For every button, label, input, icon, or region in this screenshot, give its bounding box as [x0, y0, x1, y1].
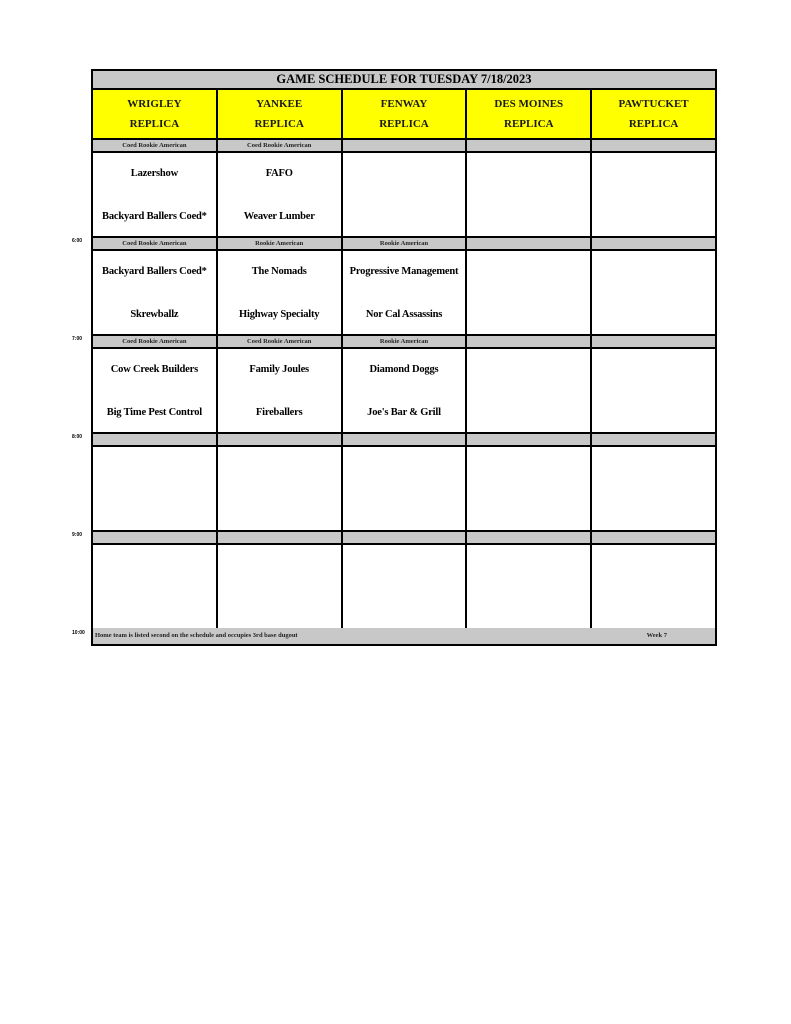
- division-label: [93, 532, 218, 543]
- game-cell: [343, 545, 468, 628]
- game-cell: [592, 545, 715, 628]
- game-cell: [467, 545, 592, 628]
- division-label: [343, 532, 468, 543]
- division-label: [467, 532, 592, 543]
- game-cell: [467, 251, 592, 334]
- division-label: Coed Rookie American: [218, 140, 343, 151]
- division-label: [343, 434, 468, 445]
- game-cell: [218, 545, 343, 628]
- schedule-sheet: [91, 69, 717, 646]
- week-label: Week 7: [646, 632, 667, 639]
- game-row: [93, 349, 715, 434]
- game-cell: [218, 251, 343, 334]
- game-row: [93, 545, 715, 630]
- division-row: [93, 532, 715, 545]
- away-team: Backyard Ballers Coed*: [102, 266, 207, 277]
- venue-header: [467, 90, 592, 138]
- venue-name: DES MOINES: [494, 98, 564, 110]
- home-team: Joe's Bar & Grill: [367, 407, 441, 418]
- home-team: Nor Cal Assassins: [365, 309, 443, 320]
- division-label: [343, 140, 468, 151]
- away-team: Lazershow: [130, 168, 178, 179]
- division-label: [467, 336, 592, 347]
- division-label: Coed Rookie American: [93, 140, 218, 151]
- division-label: [467, 238, 592, 249]
- game-cell: [343, 447, 468, 530]
- division-label: Coed Rookie American: [218, 336, 343, 347]
- division-label: Rookie American: [218, 238, 343, 249]
- away-team: Family Joules: [249, 364, 309, 375]
- away-team: Diamond Doggs: [369, 364, 439, 375]
- home-team-note: Home team is listed second on the schedule and occupies 3rd base dugout: [95, 632, 298, 639]
- time-label: 9:00: [72, 532, 83, 538]
- venue-field: REPLICA: [379, 118, 429, 130]
- venue-field: REPLICA: [628, 118, 679, 130]
- division-label: [592, 140, 715, 151]
- venue-header: [343, 90, 468, 138]
- game-cell: [343, 153, 468, 236]
- time-label: 7:00: [72, 336, 83, 342]
- division-label: Coed Rookie American: [93, 238, 218, 249]
- venue-header-row: [93, 90, 715, 140]
- home-team: Weaver Lumber: [243, 211, 315, 222]
- away-team: The Nomads: [251, 266, 307, 277]
- away-team: Cow Creek Builders: [110, 364, 198, 375]
- game-row: [93, 153, 715, 238]
- game-cell: [93, 349, 218, 432]
- venue-name: PAWTUCKET: [618, 98, 689, 110]
- game-cell: [467, 153, 592, 236]
- venue-header: [218, 90, 343, 138]
- game-cell: [467, 447, 592, 530]
- game-row: [93, 447, 715, 532]
- game-cell: [218, 447, 343, 530]
- division-row: [93, 140, 715, 153]
- venue-field: REPLICA: [129, 118, 180, 130]
- venue-field: REPLICA: [254, 118, 304, 130]
- game-cell: [93, 447, 218, 530]
- division-label: Coed Rookie American: [93, 336, 218, 347]
- venue-name: FENWAY: [380, 98, 428, 110]
- away-team: Progressive Management: [349, 266, 459, 277]
- time-slot: [93, 238, 715, 336]
- game-cell: [218, 349, 343, 432]
- venue-name: YANKEE: [256, 98, 303, 110]
- division-label: [467, 434, 592, 445]
- home-team: Fireballers: [255, 407, 303, 418]
- division-label: [218, 434, 343, 445]
- home-team: Highway Specialty: [239, 309, 320, 320]
- game-cell: [343, 349, 468, 432]
- time-slot: [93, 532, 715, 630]
- division-label: Rookie American: [343, 336, 468, 347]
- game-cell: [592, 153, 715, 236]
- game-cell: [592, 447, 715, 530]
- game-cell: [343, 251, 468, 334]
- division-label: [218, 532, 343, 543]
- venue-header: [93, 90, 218, 138]
- division-label: [592, 238, 715, 249]
- venue-header: [592, 90, 715, 138]
- time-label: 6:00: [72, 238, 83, 244]
- time-slot: [93, 434, 715, 532]
- schedule-footer: [93, 628, 715, 644]
- division-label: [93, 434, 218, 445]
- division-label: Rookie American: [343, 238, 468, 249]
- schedule-title: GAME SCHEDULE FOR TUESDAY 7/18/2023: [93, 71, 715, 90]
- game-cell: [93, 251, 218, 334]
- venue-field: REPLICA: [504, 118, 554, 130]
- division-row: [93, 238, 715, 251]
- game-row: [93, 251, 715, 336]
- division-label: [592, 434, 715, 445]
- venue-name: WRIGLEY: [127, 98, 182, 110]
- division-row: [93, 434, 715, 447]
- division-row: [93, 336, 715, 349]
- away-team: FAFO: [265, 168, 293, 179]
- time-label: 10:00: [72, 630, 85, 636]
- game-cell: [592, 251, 715, 334]
- division-label: [592, 532, 715, 543]
- time-slot: [93, 140, 715, 238]
- game-cell: [218, 153, 343, 236]
- time-slot: [93, 336, 715, 434]
- home-team: Backyard Ballers Coed*: [102, 211, 207, 222]
- game-cell: [467, 349, 592, 432]
- time-label: 8:00: [72, 434, 83, 440]
- home-team: Skrewballz: [130, 309, 179, 320]
- game-cell: [592, 349, 715, 432]
- game-cell: [93, 153, 218, 236]
- division-label: [467, 140, 592, 151]
- game-cell: [93, 545, 218, 628]
- division-label: [592, 336, 715, 347]
- home-team: Big Time Pest Control: [106, 407, 203, 418]
